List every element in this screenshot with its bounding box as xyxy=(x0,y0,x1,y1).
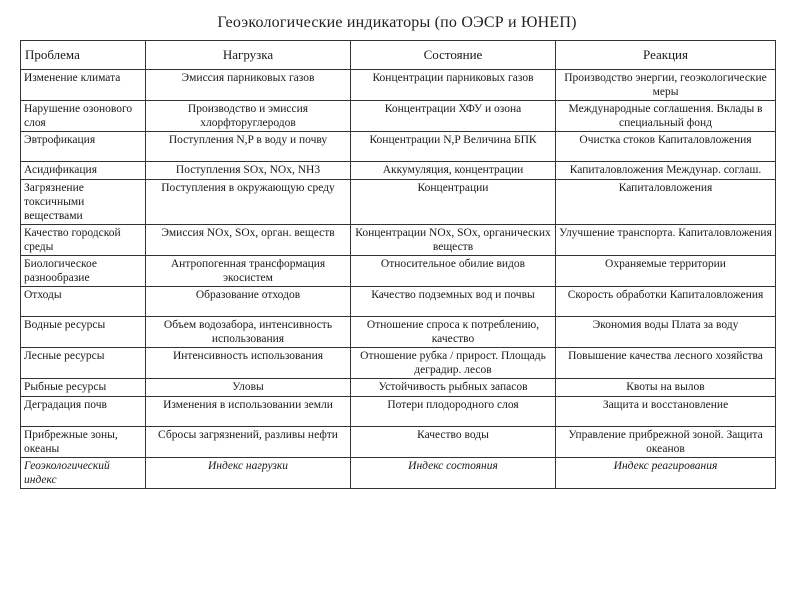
table-row xyxy=(21,379,776,397)
cell-state: Относительное обилие видов xyxy=(351,256,556,287)
cell-load: Поступления SOx, NOx, NH3 xyxy=(146,162,351,180)
cell-load: Производство и эмиссия хлорфторуглеродов xyxy=(146,101,351,132)
cell-state: Отношение спроса к потреблению, качество xyxy=(351,317,556,348)
cell-load: Поступления в окружающую среду xyxy=(146,180,351,225)
header-load: Нагрузка xyxy=(146,41,351,70)
cell-response: Квоты на вылов xyxy=(556,379,776,397)
table-row xyxy=(21,162,776,180)
cell-problem: Прибрежные зоны, океаны xyxy=(21,427,146,458)
cell-problem: Водные ресурсы xyxy=(21,317,146,348)
cell-state: Отношение рубка / прирост. Площадь деградир. лесов xyxy=(351,348,556,379)
header-problem: Проблема xyxy=(21,41,146,70)
cell-response: Охраняемые территории xyxy=(556,256,776,287)
document-title: Геоэкологические индикаторы (по ОЭСР и ЮНЕП) xyxy=(217,14,577,31)
cell-load: Антропогенная трансформация экосистем xyxy=(146,256,351,287)
cell-state: Качество подземных вод и почвы xyxy=(351,287,556,317)
cell-response: Индекс реагирования xyxy=(556,458,776,489)
cell-state: Концентрации ХФУ и озона xyxy=(351,101,556,132)
cell-state: Аккумуляция, концентрации xyxy=(351,162,556,180)
cell-problem: Загрязнение токсичными веществами xyxy=(21,180,146,225)
table-row xyxy=(21,132,776,162)
table-row xyxy=(21,225,776,256)
cell-response: Производство энергии, геоэкологические меры xyxy=(556,70,776,101)
cell-problem: Деградация почв xyxy=(21,397,146,427)
table-row xyxy=(21,348,776,379)
cell-problem: Биологическое разнообразие xyxy=(21,256,146,287)
cell-load: Образование отходов xyxy=(146,287,351,317)
cell-problem: Асидификация xyxy=(21,162,146,180)
cell-response: Защита и восстановление xyxy=(556,397,776,427)
table-row xyxy=(21,180,776,225)
cell-state: Качество воды xyxy=(351,427,556,458)
cell-load: Объем водозабора, интенсивность использования xyxy=(146,317,351,348)
cell-load: Эмиссия NOx, SOx, орган. веществ xyxy=(146,225,351,256)
cell-state: Концентрации N,P Величина БПК xyxy=(351,132,556,162)
cell-load: Индекс нагрузки xyxy=(146,458,351,489)
header-response: Реакция xyxy=(556,41,776,70)
header-state: Состояние xyxy=(351,41,556,70)
cell-problem: Изменение климата xyxy=(21,70,146,101)
cell-problem: Нарушение озонового слоя xyxy=(21,101,146,132)
cell-problem: Геоэкологический индекс xyxy=(21,458,146,489)
cell-state: Концентрации xyxy=(351,180,556,225)
table-row xyxy=(21,101,776,132)
cell-response: Управление прибрежной зоной. Защита океанов xyxy=(556,427,776,458)
table-row xyxy=(21,397,776,427)
table-row xyxy=(21,317,776,348)
cell-state: Концентрации парниковых газов xyxy=(351,70,556,101)
table-body xyxy=(21,70,776,489)
cell-response: Улучшение транспорта. Капиталовложения xyxy=(556,225,776,256)
cell-state: Концентрации NOx, SOx, органических веществ xyxy=(351,225,556,256)
cell-response: Скорость обработки Капиталовложения xyxy=(556,287,776,317)
table-row xyxy=(21,287,776,317)
cell-problem: Эвтрофикация xyxy=(21,132,146,162)
header-row xyxy=(21,41,776,70)
cell-response: Международные соглашения. Вклады в специальный фонд xyxy=(556,101,776,132)
cell-response: Экономия воды Плата за воду xyxy=(556,317,776,348)
cell-load: Интенсивность использования xyxy=(146,348,351,379)
cell-state: Устойчивость рыбных запасов xyxy=(351,379,556,397)
indicators-table xyxy=(20,40,776,489)
cell-load: Изменения в использовании земли xyxy=(146,397,351,427)
table-row xyxy=(21,256,776,287)
cell-state: Потери плодородного слоя xyxy=(351,397,556,427)
cell-load: Поступления N,P в воду и почву xyxy=(146,132,351,162)
cell-load: Эмиссия парниковых газов xyxy=(146,70,351,101)
table-row xyxy=(21,427,776,458)
cell-problem: Рыбные ресурсы xyxy=(21,379,146,397)
cell-problem: Лесные ресурсы xyxy=(21,348,146,379)
cell-problem: Отходы xyxy=(21,287,146,317)
cell-problem: Качество городской среды xyxy=(21,225,146,256)
cell-response: Капиталовложения xyxy=(556,180,776,225)
cell-load: Сбросы загрязнений, разливы нефти xyxy=(146,427,351,458)
cell-response: Очистка стоков Капиталовложения xyxy=(556,132,776,162)
table-row xyxy=(21,70,776,101)
cell-response: Повышение качества лесного хозяйства xyxy=(556,348,776,379)
cell-state: Индекс состояния xyxy=(351,458,556,489)
cell-response: Капиталовложения Междунар. соглаш. xyxy=(556,162,776,180)
table-row xyxy=(21,458,776,489)
cell-load: Уловы xyxy=(146,379,351,397)
